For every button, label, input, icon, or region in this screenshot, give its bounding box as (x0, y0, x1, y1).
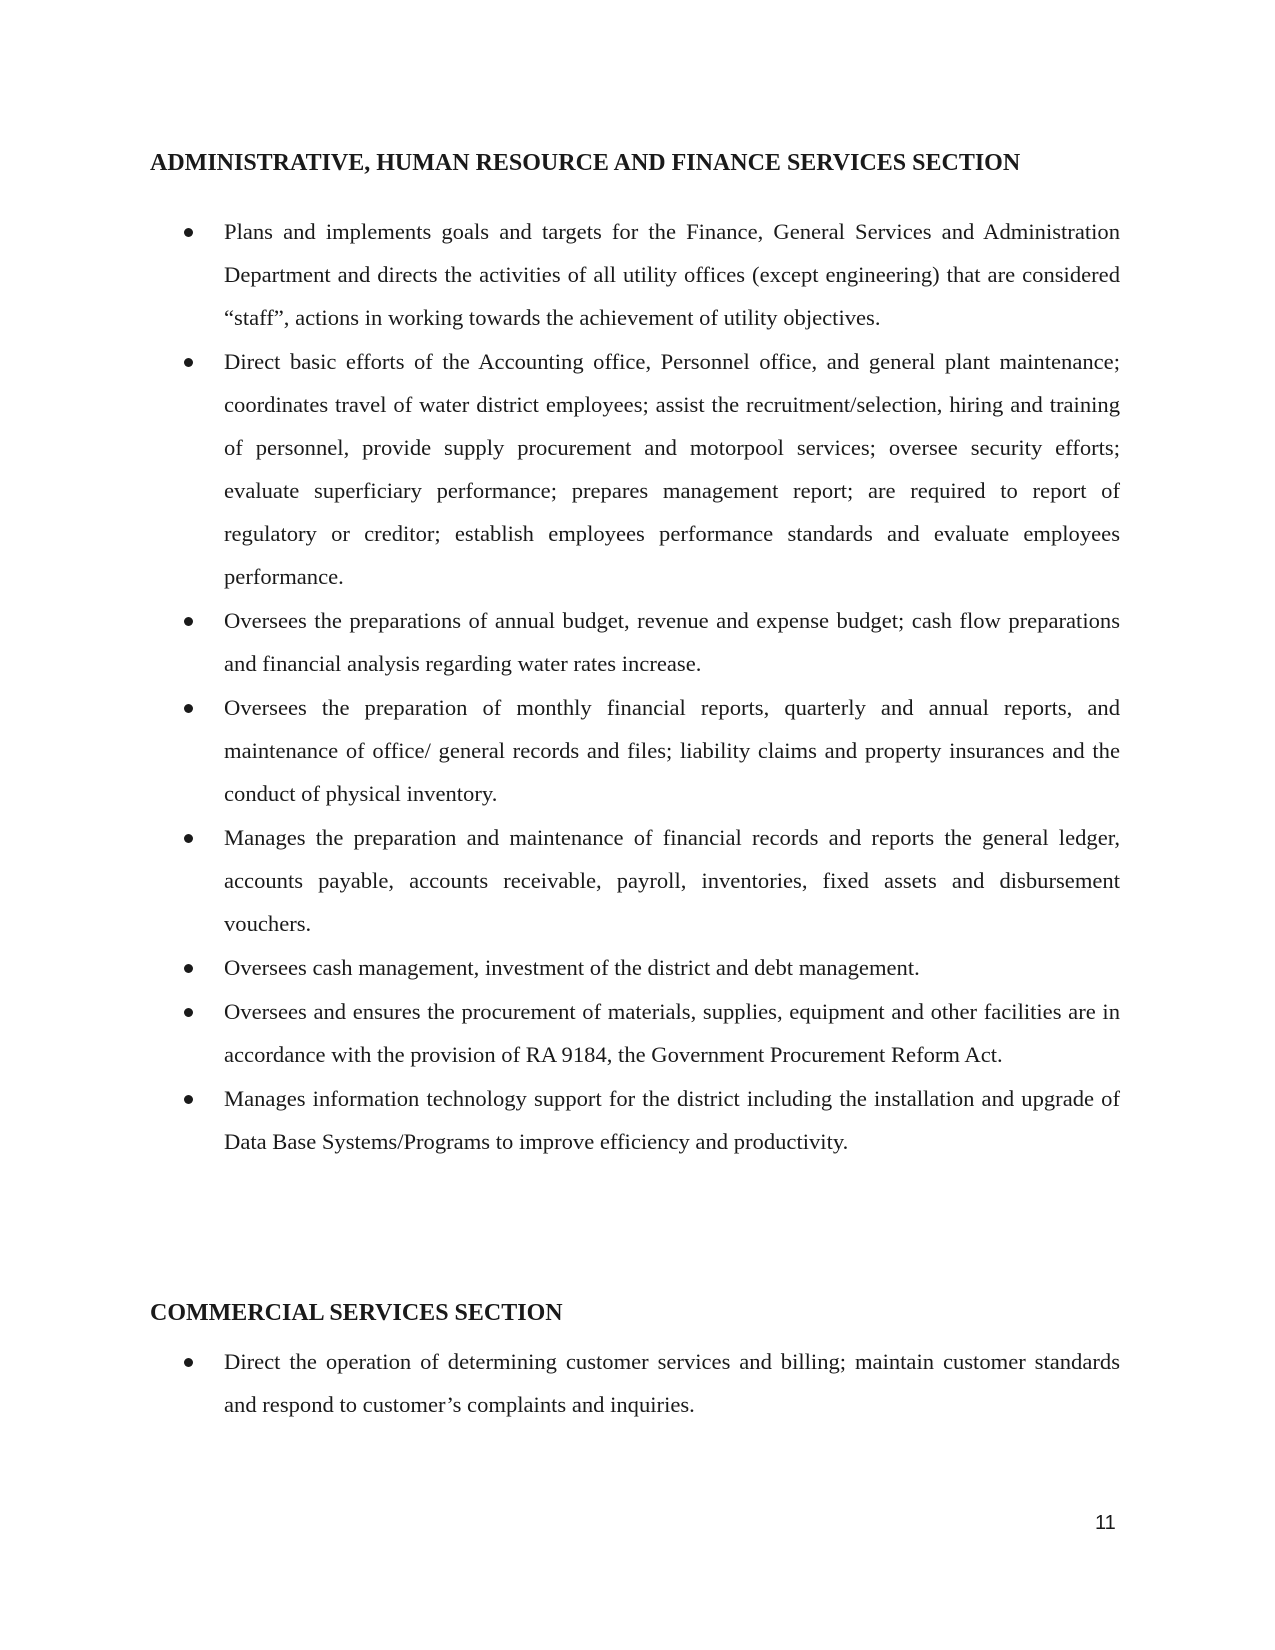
list-item-text: Oversees cash management, investment of the district and debt management. (224, 955, 920, 980)
section-heading-admin-hr-finance: ADMINISTRATIVE, HUMAN RESOURCE AND FINANCE SERVICES SECTION (150, 150, 1021, 176)
list-item (150, 1077, 1120, 1163)
list-item-text: Oversees the preparations of annual budget, revenue and expense budget; cash flow preparations and financial analysis regarding water rates increase. (224, 608, 1120, 676)
section-heading-commercial-services: COMMERCIAL SERVICES SECTION (150, 1300, 563, 1326)
list-item (150, 599, 1120, 685)
list-item-text: Oversees the preparation of monthly financial reports, quarterly and annual reports, and maintenance of office/ general records and files; liability claims and property insurances and the conduct of physical inventory. (224, 695, 1120, 806)
bullet-list-admin-hr-finance (150, 210, 1120, 1164)
list-item-text: Direct basic efforts of the Accounting office, Personnel office, and general plant maintenance; coordinates travel of water district employees; assist the recruitment/selection, hiring and training of personnel, provide supply procurement and motorpool services; oversee security efforts; evaluate superficiary performance; prepares management report; are required to report of regulatory or creditor; establish employees performance standards and evaluate employees performance. (224, 349, 1120, 589)
bullet-icon (184, 228, 193, 237)
list-item-text: Plans and implements goals and targets for the Finance, General Services and Administration Department and directs the activities of all utility offices (except engineering) that are considered “staff”, actions in working towards the achievement of utility objectives. (224, 219, 1120, 330)
list-item (150, 990, 1120, 1076)
list-item-text: Oversees and ensures the procurement of materials, supplies, equipment and other facilities are in accordance with the provision of RA 9184, the Government Procurement Reform Act. (224, 999, 1120, 1067)
bullet-icon (184, 1095, 193, 1104)
bullet-list-commercial-services (150, 1340, 1120, 1427)
list-item-text: Direct the operation of determining customer services and billing; maintain customer standards and respond to customer’s complaints and inquiries. (224, 1349, 1120, 1417)
bullet-icon (184, 358, 193, 367)
bullet-icon (184, 964, 193, 973)
bullet-icon (184, 834, 193, 843)
bullet-icon (184, 704, 193, 713)
list-item (150, 686, 1120, 815)
list-item (150, 946, 1120, 989)
list-item (150, 816, 1120, 945)
list-item-text: Manages information technology support for the district including the installation and upgrade of Data Base Systems/Programs to improve efficiency and productivity. (224, 1086, 1120, 1154)
list-item-text: Manages the preparation and maintenance of financial records and reports the general ledger, accounts payable, accounts receivable, payroll, inventories, fixed assets and disbursement vouchers. (224, 825, 1120, 936)
bullet-icon (184, 1358, 193, 1367)
list-item (150, 340, 1120, 598)
page-number: 11 (1095, 1512, 1116, 1534)
list-item (150, 210, 1120, 339)
bullet-icon (184, 617, 193, 626)
bullet-icon (184, 1008, 193, 1017)
list-item (150, 1340, 1120, 1426)
